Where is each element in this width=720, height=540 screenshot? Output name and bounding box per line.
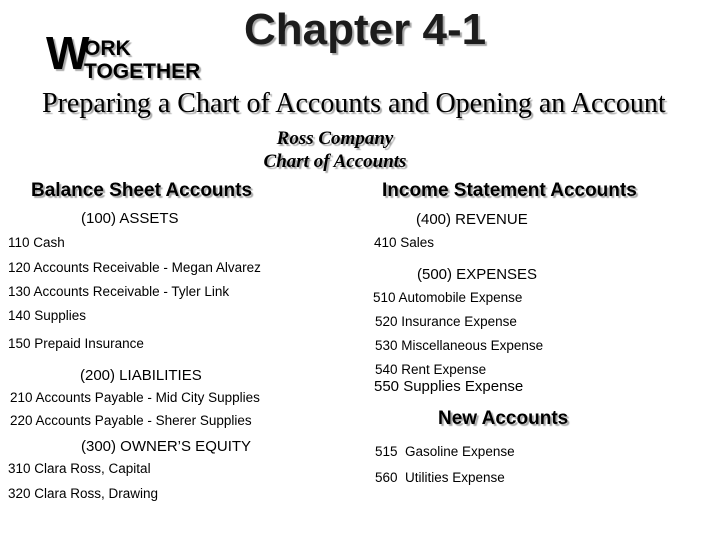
account-210: 210 Accounts Payable - Mid City Supplies xyxy=(10,390,260,405)
account-520: 520 Insurance Expense xyxy=(375,314,517,329)
account-150: 150 Prepaid Insurance xyxy=(8,336,144,351)
account-510: 510 Automobile Expense xyxy=(373,290,523,305)
expenses-heading: (500) EXPENSES xyxy=(417,266,538,283)
document-name: Chart of Accounts xyxy=(263,151,407,172)
liabilities-heading: (200) LIABILITIES xyxy=(80,367,202,384)
income-statement-heading: Income Statement Accounts xyxy=(382,180,637,201)
account-130: 130 Accounts Receivable - Tyler Link xyxy=(8,284,230,299)
account-110: 110 Cash xyxy=(8,235,65,250)
account-140: 140 Supplies xyxy=(8,308,87,323)
logo-word-work: ORK xyxy=(84,37,131,60)
logo-initial: W xyxy=(46,27,90,79)
account-310: 310 Clara Ross, Capital xyxy=(8,461,151,476)
revenue-heading: (400) REVENUE xyxy=(416,211,528,228)
company-name: Ross Company xyxy=(276,128,394,149)
account-220: 220 Accounts Payable - Sherer Supplies xyxy=(10,413,252,428)
balance-sheet-heading: Balance Sheet Accounts xyxy=(31,180,253,201)
account-120: 120 Accounts Receivable - Megan Alvarez xyxy=(8,260,261,275)
account-550: 550 Supplies Expense xyxy=(374,378,524,395)
equity-heading: (300) OWNER’S EQUITY xyxy=(81,438,252,455)
account-560: 560 Utilities Expense xyxy=(375,470,505,485)
account-530: 530 Miscellaneous Expense xyxy=(375,338,544,353)
account-410: 410 Sales xyxy=(374,235,435,250)
logo-word-together: TOGETHER xyxy=(84,60,201,83)
account-320: 320 Clara Ross, Drawing xyxy=(8,486,159,501)
page-subtitle: Preparing a Chart of Accounts and Opening an Account xyxy=(42,88,666,119)
account-515: 515 Gasoline Expense xyxy=(375,444,515,459)
chapter-title: Chapter 4-1 xyxy=(244,5,487,54)
account-540: 540 Rent Expense xyxy=(375,362,487,377)
assets-heading: (100) ASSETS xyxy=(81,210,179,227)
new-accounts-heading: New Accounts xyxy=(438,408,569,429)
